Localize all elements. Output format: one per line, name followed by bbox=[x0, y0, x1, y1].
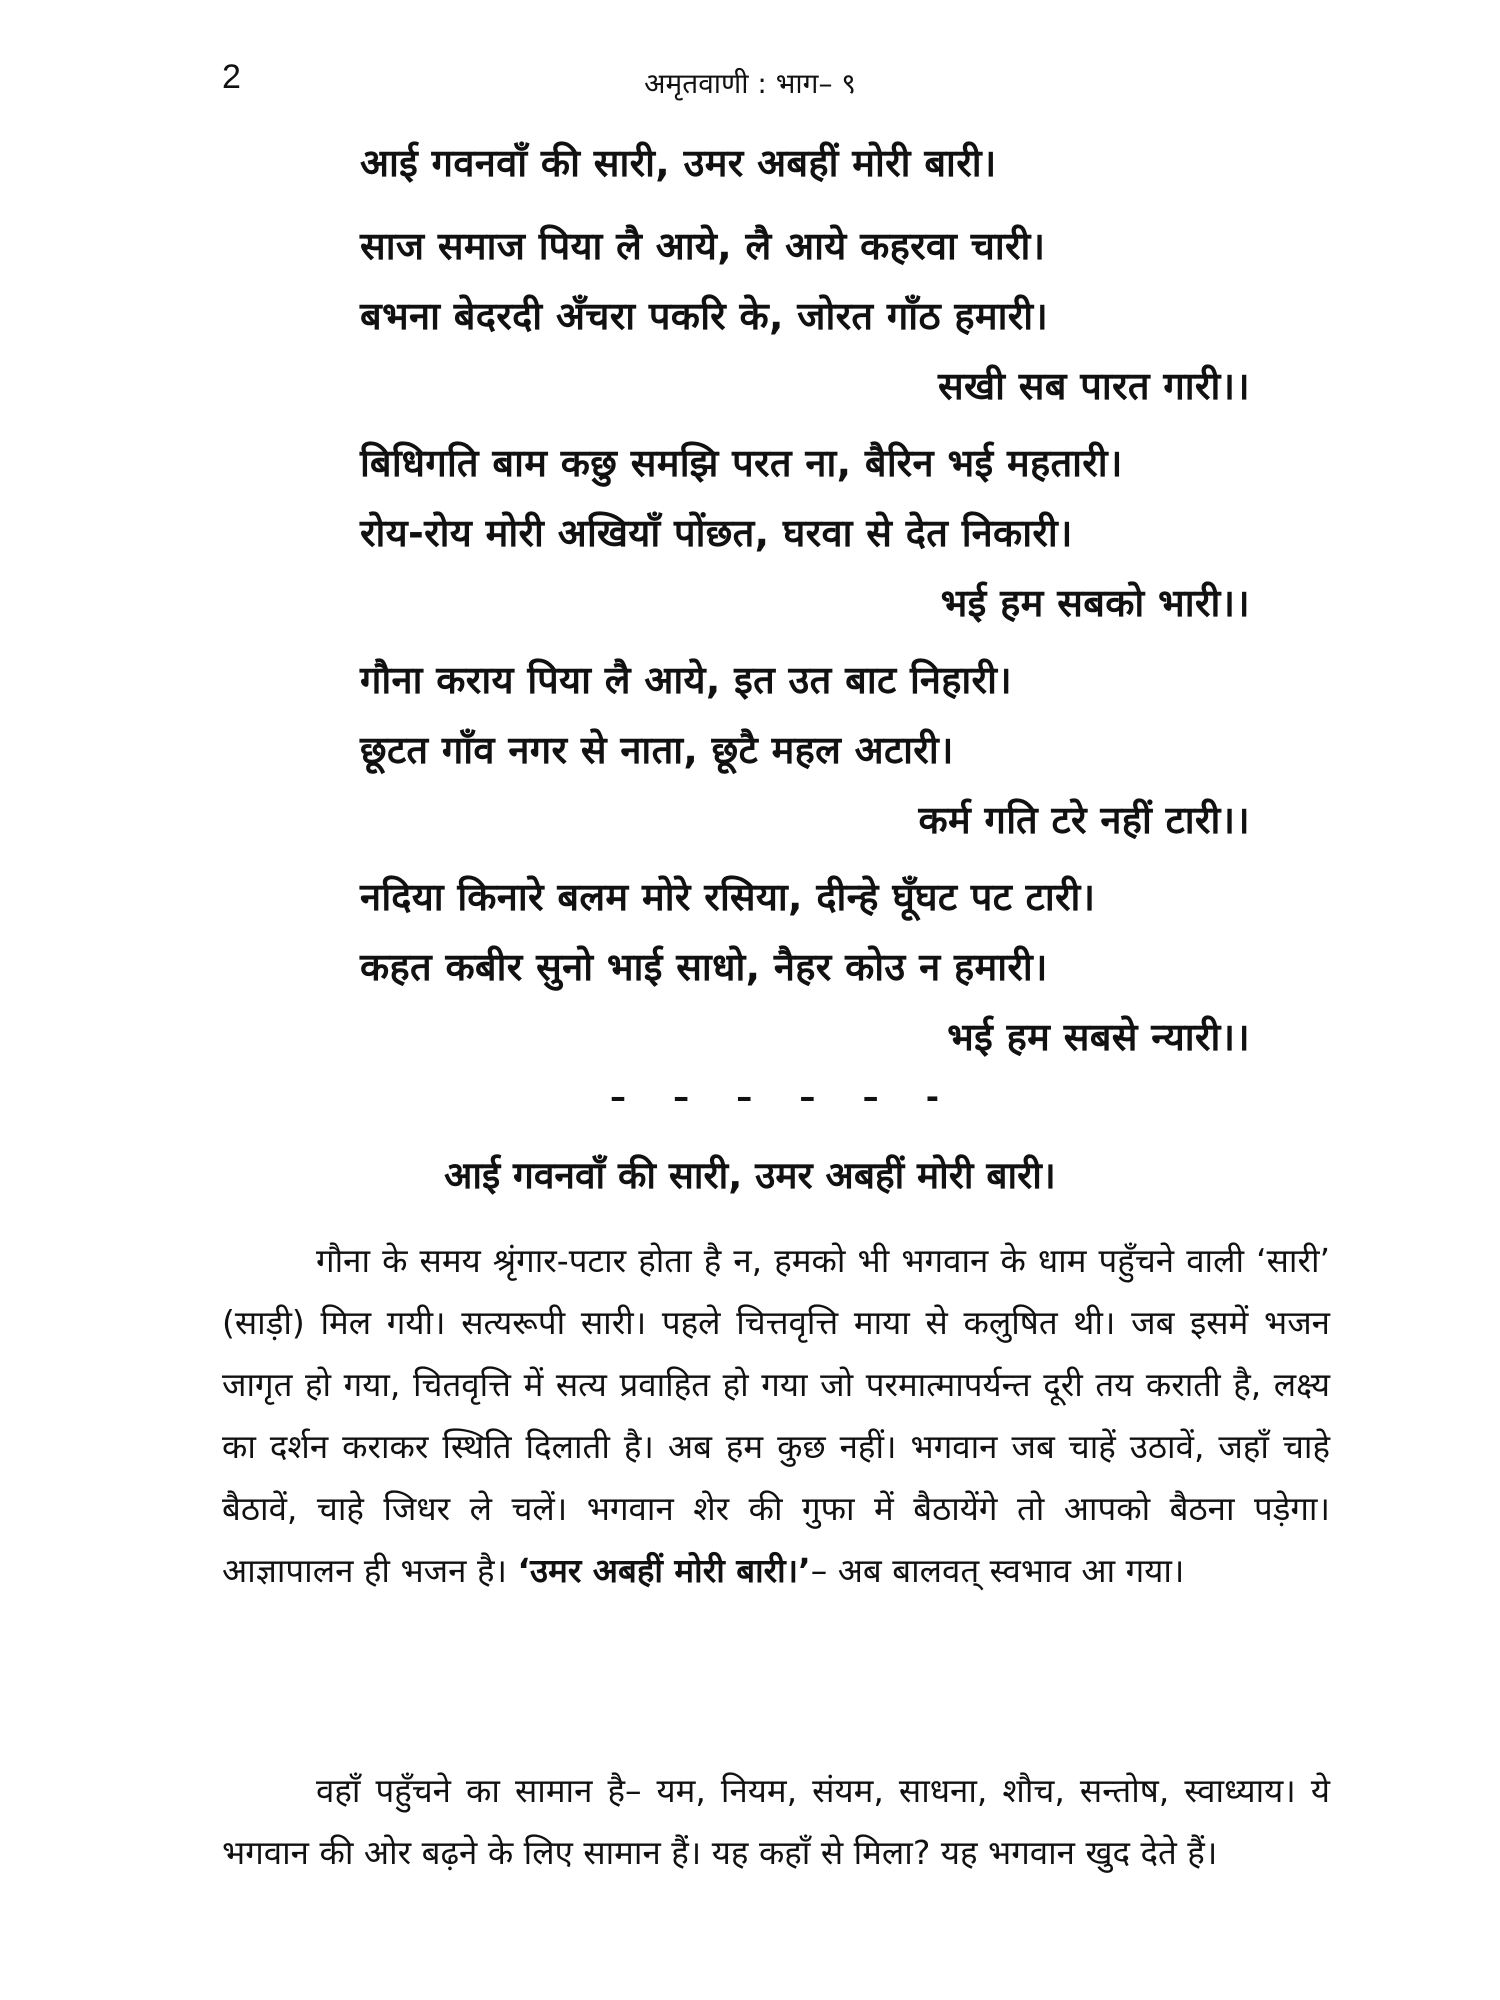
verse-line: छूटत गाँव नगर से नाता, छूटै महल अटारी। bbox=[360, 728, 954, 772]
verse-refrain: भई हम सबसे न्यारी।। bbox=[947, 1015, 1250, 1059]
paragraph-text: गौना के समय श्रृंगार-पटार होता है न, हमको भी भगवान के धाम पहुँचने वाली ‘सारी’ (साड़ी) मिल गयी। सत्यरूपी सारी। पहले चित्तवृत्ति माया से कलुषित थी। जब इसमें भजन जागृत हो गया, चितवृत्ति में सत्य प्रवाहित हो गया जो परमात्मापर्यन्त दूरी तय कराती है, लक्ष्य का दर्शन कराकर स्थिति दिलाती है। अब हम कुछ नहीं। भगवान जब चाहें उठावें, जहाँ चाहे बैठावें, चाहे जिधर ले चलें। भगवान शेर की गुफा में बैठायेंगे तो आपको बैठना पड़ेगा। आज्ञापालन ही भजन है। bbox=[222, 1241, 1330, 1590]
verse-line: नदिया किनारे बलम मोरे रसिया, दीन्हे घूँघट पट टारी। bbox=[360, 875, 1096, 919]
verse-refrain: कर्म गति टरे नहीं टारी।। bbox=[918, 798, 1250, 842]
verse-line: बभना बेदरदी अँचरा पकरि के, जोरत गाँठ हमारी। bbox=[360, 294, 1049, 338]
section-separator: – – – – – - bbox=[610, 1078, 957, 1116]
verse-stanza-5 bbox=[360, 862, 1250, 1072]
running-title: अमृतवाणी : भाग– ९ bbox=[644, 67, 856, 100]
verse-stanza-2 bbox=[360, 211, 1250, 421]
page-number: 2 bbox=[222, 58, 241, 96]
verse-refrain: भई हम सबको भारी।। bbox=[940, 581, 1250, 625]
commentary-paragraph-1 bbox=[222, 1230, 1330, 1602]
verse-stanza-1 bbox=[360, 128, 1250, 198]
verse-line: रोय-रोय मोरी अखियाँ पोंछत, घरवा से देत निकारी। bbox=[360, 511, 1073, 555]
verse-stanza-3 bbox=[360, 428, 1250, 638]
section-heading: आई गवनवाँ की सारी, उमर अबहीं मोरी बारी। bbox=[444, 1154, 1056, 1197]
bold-quote: ‘उमर अबहीं मोरी बारी।’ bbox=[517, 1551, 811, 1590]
paragraph-text: वहाँ पहुँचने का सामान है– यम, नियम, संयम, साधना, शौच, सन्तोष, स्वाध्याय। ये भगवान की ओर बढ़ने के लिए सामान हैं। यह कहाँ से मिला? यह भगवान खुद देते हैं। bbox=[222, 1771, 1330, 1872]
verse-line: गौना कराय पिया लै आये, इत उत बाट निहारी। bbox=[360, 658, 1012, 702]
paragraph-text: – अब बालवत् स्वभाव आ गया। bbox=[810, 1551, 1185, 1590]
verse-line: साज समाज पिया लै आये, लै आये कहरवा चारी। bbox=[360, 224, 1046, 268]
verse-stanza-4 bbox=[360, 645, 1250, 855]
verse-line: आई गवनवाँ की सारी, उमर अबहीं मोरी बारी। bbox=[360, 141, 997, 185]
verse-line: बिधिगति बाम कछु समझि परत ना, बैरिन भई महतारी। bbox=[360, 441, 1123, 485]
verse-refrain: सखी सब पारत गारी।। bbox=[938, 364, 1250, 408]
commentary-paragraph-2 bbox=[222, 1760, 1330, 1884]
verse-line: कहत कबीर सुनो भाई साधो, नैहर कोउ न हमारी। bbox=[360, 945, 1048, 989]
